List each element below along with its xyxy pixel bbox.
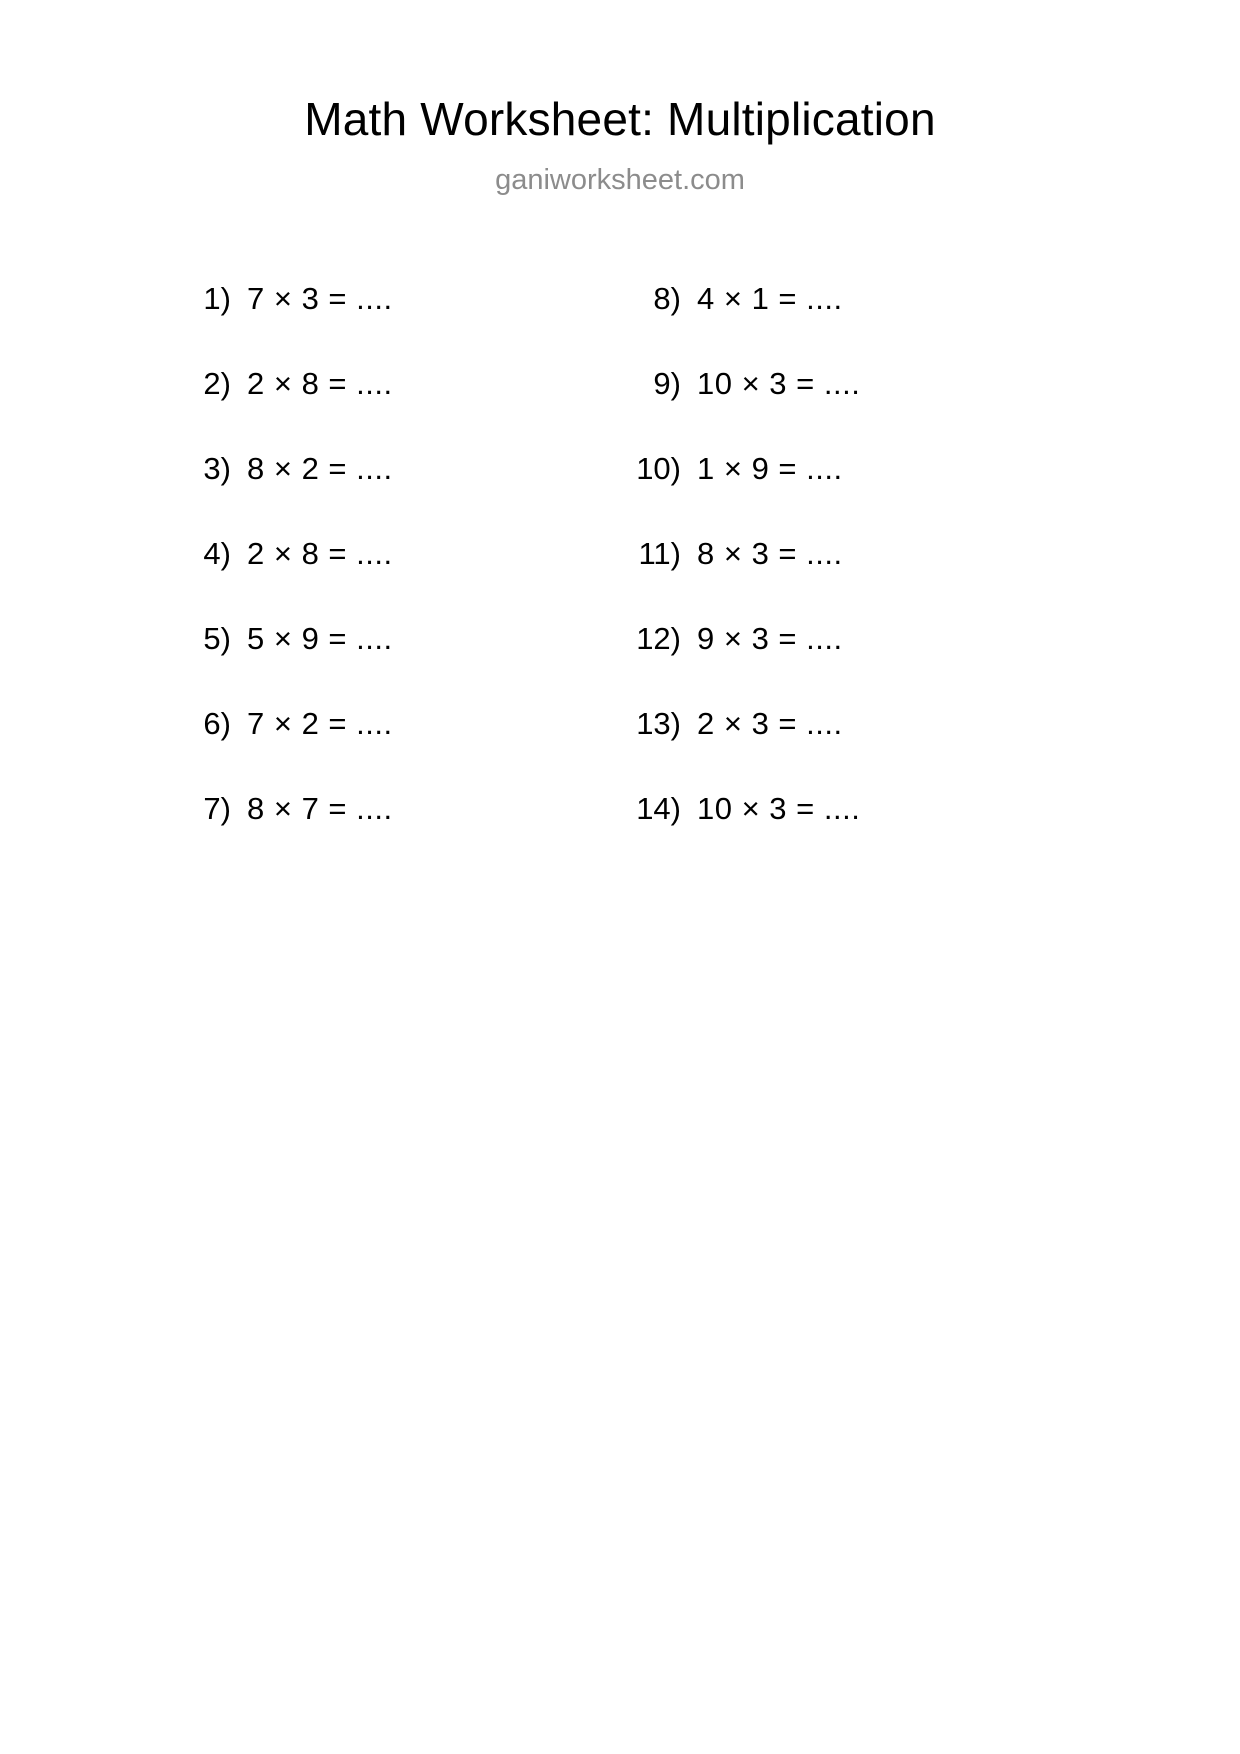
- problem-item: [175, 621, 625, 706]
- problem-item: [625, 706, 1075, 791]
- problem-item: [175, 706, 625, 791]
- problem-number: 3): [203, 451, 231, 486]
- problem-item: [625, 621, 1075, 706]
- problem-expression: 9 × 3 = ....: [697, 621, 843, 656]
- problem-expression: 2 × 3 = ....: [697, 706, 843, 741]
- problem-expression: 10 × 3 = ....: [697, 791, 861, 826]
- problem-expression: 5 × 9 = ....: [247, 621, 393, 656]
- problem-expression: 7 × 2 = ....: [247, 706, 393, 741]
- problem-number: 12): [636, 621, 681, 656]
- problem-number: 1): [203, 281, 231, 316]
- problem-expression: 7 × 3 = ....: [247, 281, 393, 316]
- problem-item: [175, 791, 625, 876]
- problem-number: 8): [653, 281, 681, 316]
- problem-item: [175, 451, 625, 536]
- site-credit: ganiworksheet.com: [495, 164, 745, 196]
- problem-number: 11): [638, 536, 681, 571]
- problem-column-left: [175, 281, 625, 876]
- problem-number: 4): [203, 536, 231, 571]
- problem-item: [625, 281, 1075, 366]
- problem-number: 14): [636, 791, 681, 826]
- problem-item: [175, 536, 625, 621]
- problem-expression: 1 × 9 = ....: [697, 451, 843, 486]
- problem-list: [0, 281, 1240, 876]
- problem-expression: 4 × 1 = ....: [697, 281, 843, 316]
- problem-column-right: [625, 281, 1075, 876]
- problem-expression: 10 × 3 = ....: [697, 366, 861, 401]
- problem-item: [625, 366, 1075, 451]
- problem-number: 5): [203, 621, 231, 656]
- problem-item: [625, 791, 1075, 876]
- problem-expression: 8 × 7 = ....: [247, 791, 393, 826]
- problem-expression: 2 × 8 = ....: [247, 366, 393, 401]
- problem-number: 7): [203, 791, 231, 826]
- problem-number: 6): [203, 706, 231, 741]
- problem-item: [625, 451, 1075, 536]
- problem-number: 13): [636, 706, 681, 741]
- problem-item: [625, 536, 1075, 621]
- problem-item: [175, 366, 625, 451]
- problem-number: 9): [653, 366, 681, 401]
- problem-number: 2): [203, 366, 231, 401]
- page-title: Math Worksheet: Multiplication: [304, 93, 936, 145]
- problem-expression: 2 × 8 = ....: [247, 536, 393, 571]
- problem-item: [175, 281, 625, 366]
- problem-number: 10): [636, 451, 681, 486]
- problem-expression: 8 × 3 = ....: [697, 536, 843, 571]
- problem-expression: 8 × 2 = ....: [247, 451, 393, 486]
